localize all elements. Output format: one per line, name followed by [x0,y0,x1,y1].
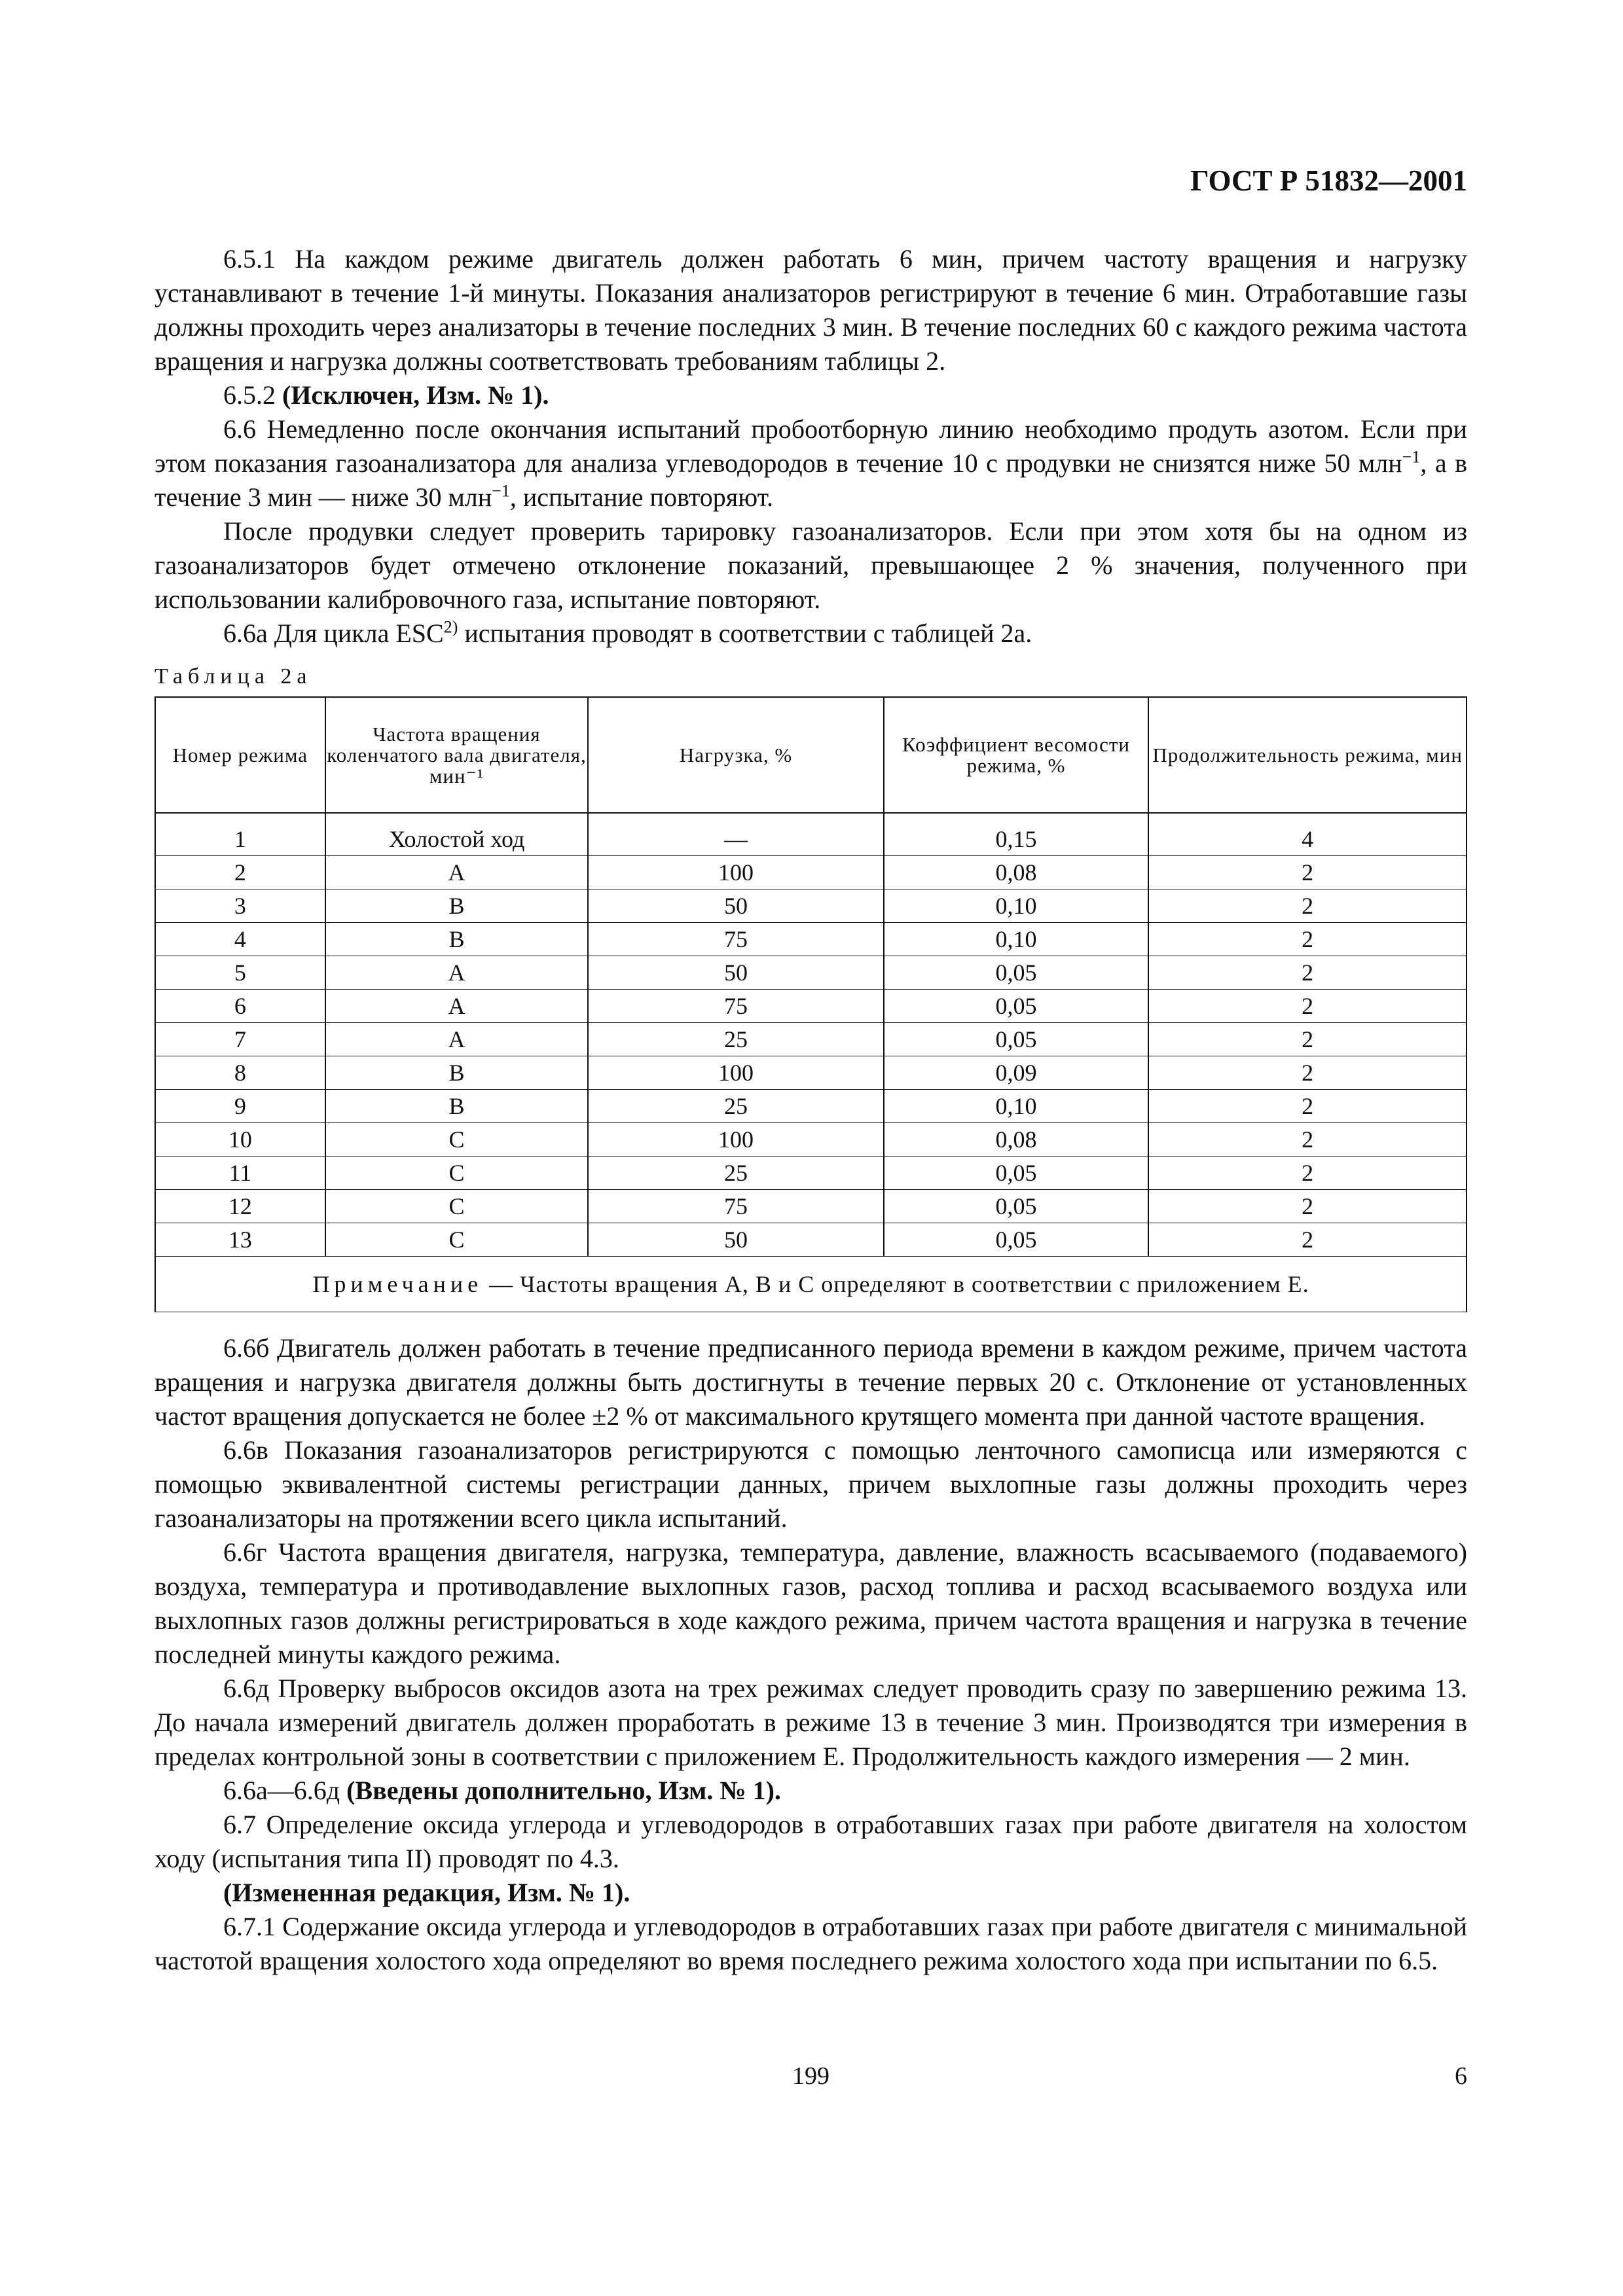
rotation-speed-cell: B [325,1056,589,1090]
duration-cell: 2 [1148,923,1467,956]
weight-factor-cell: 0,10 [884,889,1149,923]
load-cell: 50 [588,956,883,990]
top-paragraph [155,242,1467,378]
mode-number-cell: 13 [155,1223,325,1257]
table-row [155,1056,1467,1090]
top-paragraph [155,412,1467,514]
mode-number-cell: 4 [155,923,325,956]
load-cell: 25 [588,1157,883,1190]
mode-number-cell: 8 [155,1056,325,1090]
bottom-paragraph [155,1774,1467,1808]
bottom-paragraph [155,1808,1467,1876]
rotation-speed-cell: C [325,1223,589,1257]
rotation-speed-cell: A [325,1023,589,1056]
paragraph-text: 6.6а—6.6д [223,1776,347,1805]
header-load: Нагрузка, % [588,697,883,813]
note-text: — Частоты вращения A, B и C определяют в соответствии с приложением Е. [483,1271,1309,1297]
superscript: −1 [1402,447,1421,467]
table-caption: Таблица 2а [155,664,312,689]
weight-factor-cell: 0,05 [884,1023,1149,1056]
load-cell: 25 [588,1023,883,1056]
paragraph-text: испытания проводят в соответствии с таблицей 2а. [458,619,1032,648]
table-note [155,1257,1467,1312]
load-cell: 100 [588,1123,883,1157]
bottom-paragraph [155,1535,1467,1672]
rotation-speed-cell: C [325,1157,589,1190]
load-cell: 75 [588,923,883,956]
weight-factor-cell: 0,08 [884,1123,1149,1157]
table-body [155,813,1467,1257]
weight-factor-cell: 0,05 [884,1157,1149,1190]
table-row [155,1023,1467,1056]
load-cell: 25 [588,1090,883,1123]
table-note-row [155,1257,1467,1312]
load-cell: 100 [588,856,883,889]
mode-number-cell: 11 [155,1157,325,1190]
paragraph-text: , а в течение 3 мин — ниже 30 млн [155,448,1467,512]
bold-text: (Введены дополнительно, Изм. № 1). [346,1776,781,1805]
weight-factor-cell: 0,10 [884,923,1149,956]
duration-cell: 2 [1148,956,1467,990]
page-number-center: 199 [792,2062,830,2090]
bottom-paragraph [155,1672,1467,1774]
document-header: ГОСТ Р 51832—2001 [1190,164,1467,197]
rotation-speed-cell: B [325,923,589,956]
table-row [155,1223,1467,1257]
weight-factor-cell: 0,05 [884,1190,1149,1223]
paragraph-text: 6.6д Проверку выбросов оксидов азота на трех режимах следует проводить сразу по завершению режима 13. До начала измерений двигатель должен проработать в режиме 13 в течение 3 мин. Производятся три измерения в пределах контрольной зоны в соответствии с приложением Е. Продолжительность каждого измерения — 2 мин. [155,1674,1467,1771]
paragraph-text: После продувки следует проверить тарировку газоанализаторов. Если при этом хотя бы на одном из газоанализаторов будет отмечено отклонение показаний, превышающее 2 % значения, полученного при использовании калибровочного газа, испытание повторяют. [155,516,1467,614]
top-paragraph [155,617,1467,651]
table-row [155,990,1467,1023]
table-row [155,889,1467,923]
bottom-paragraph [155,1433,1467,1535]
bottom-text-block [155,1331,1467,1978]
paragraph-text: 6.6а Для цикла ESC [223,619,444,648]
table-row [155,923,1467,956]
mode-number-cell: 5 [155,956,325,990]
weight-factor-cell: 0,10 [884,1090,1149,1123]
load-cell: 50 [588,1223,883,1257]
duration-cell: 2 [1148,1190,1467,1223]
rotation-speed-cell: C [325,1190,589,1223]
mode-number-cell: 9 [155,1090,325,1123]
rotation-speed-cell: A [325,990,589,1023]
load-cell: — [588,813,883,856]
superscript: 2) [443,617,458,637]
mode-number-cell: 1 [155,813,325,856]
paragraph-text: 6.6г Частота вращения двигателя, нагрузка, температура, давление, влажность всасываемого (подаваемого) воздуха, температура и противодавление выхлопных газов, расход топлива и расход всасываемого воздуха или выхлопных газов должны регистрироваться в ходе каждого режима, причем частота вращения и нагрузка в течение последней минуты каждого режима. [155,1537,1467,1669]
bottom-paragraph [155,1331,1467,1433]
duration-cell: 2 [1148,990,1467,1023]
rotation-speed-cell: A [325,956,589,990]
mode-number-cell: 3 [155,889,325,923]
note-label: Примечание [312,1271,483,1297]
mode-number-cell: 7 [155,1023,325,1056]
duration-cell: 2 [1148,1090,1467,1123]
page-number-right: 6 [1455,2062,1467,2090]
duration-cell: 4 [1148,813,1467,856]
duration-cell: 2 [1148,1223,1467,1257]
top-text-block [155,242,1467,651]
duration-cell: 2 [1148,856,1467,889]
table-row [155,1190,1467,1223]
rotation-speed-cell: C [325,1123,589,1157]
table-row [155,956,1467,990]
bottom-paragraph [155,1876,1467,1910]
bold-text: (Измененная редакция, Изм. № 1). [223,1878,630,1907]
weight-factor-cell: 0,05 [884,956,1149,990]
load-cell: 50 [588,889,883,923]
header-weight-factor: Коэффициент весомости режима, % [884,697,1149,813]
table-row [155,856,1467,889]
paragraph-text: , испытание повторяют. [509,482,774,512]
load-cell: 75 [588,1190,883,1223]
mode-number-cell: 6 [155,990,325,1023]
rotation-speed-cell: B [325,889,589,923]
duration-cell: 2 [1148,1056,1467,1090]
table-header-row [155,697,1467,813]
top-paragraph [155,378,1467,412]
table-row [155,1123,1467,1157]
table-row [155,1090,1467,1123]
header-mode-number: Номер режима [155,697,325,813]
paragraph-text: 6.6в Показания газоанализаторов регистрируются с помощью ленточного самописца или измеряются с помощью эквивалентной системы регистрации данных, причем выхлопные газы должны проходить через газоанализаторы на протяжении всего цикла испытаний. [155,1435,1467,1533]
paragraph-text: 6.6б Двигатель должен работать в течение предписанного периода времени в каждом режиме, причем частота вращения и нагрузка двигателя должны быть достигнуты в течение первых 20 с. Отклонение от установленных частот вращения допускается не более ±2 % от максимального крутящего момента при данной частоте вращения. [155,1333,1467,1431]
mode-number-cell: 2 [155,856,325,889]
bottom-paragraph [155,1910,1467,1978]
mode-number-cell: 10 [155,1123,325,1157]
weight-factor-cell: 0,05 [884,990,1149,1023]
weight-factor-cell: 0,15 [884,813,1149,856]
superscript: −1 [492,481,510,501]
esc-cycle-table [155,696,1467,1312]
table-row [155,813,1467,856]
header-rotation-speed: Частота вращения коленчатого вала двигателя, мин⁻¹ [325,697,589,813]
duration-cell: 2 [1148,1023,1467,1056]
rotation-speed-cell: Холостой ход [325,813,589,856]
mode-number-cell: 12 [155,1190,325,1223]
top-paragraph [155,514,1467,617]
duration-cell: 2 [1148,1123,1467,1157]
load-cell: 100 [588,1056,883,1090]
paragraph-text: 6.5.1 На каждом режиме двигатель должен работать 6 мин, причем частоту вращения и нагрузку устанавливают в течение 1-й минуты. Показания анализаторов регистрируют в течение 6 мин. Отработавшие газы должны проходить через анализаторы в течение последних 3 мин. В течение последних 60 с каждого режима частота вращения и нагрузка должны соответствовать требованиям таблицы 2. [155,244,1467,376]
weight-factor-cell: 0,08 [884,856,1149,889]
table-row [155,1157,1467,1190]
paragraph-text: 6.6 Немедленно после окончания испытаний пробоотборную линию необходимо продуть азотом. Если при этом показания газоанализатора для анализа углеводородов в течение 10 с продувки не снизятся ниже 50 млн [155,414,1467,478]
bold-text: (Исключен, Изм. № 1). [282,380,549,410]
header-duration: Продолжительность режима, мин [1148,697,1467,813]
weight-factor-cell: 0,09 [884,1056,1149,1090]
rotation-speed-cell: A [325,856,589,889]
paragraph-text: 6.5.2 [223,380,282,410]
rotation-speed-cell: B [325,1090,589,1123]
load-cell: 75 [588,990,883,1023]
duration-cell: 2 [1148,1157,1467,1190]
duration-cell: 2 [1148,889,1467,923]
paragraph-text: 6.7 Определение оксида углерода и углеводородов в отработавших газах при работе двигателя на холостом ходу (испытания типа II) проводят по 4.3. [155,1810,1467,1873]
weight-factor-cell: 0,05 [884,1223,1149,1257]
paragraph-text: 6.7.1 Содержание оксида углерода и углеводородов в отработавших газах при работе двигателя с минимальной частотой вращения холостого хода определяют во время последнего режима холостого хода при испытании по 6.5. [155,1912,1467,1975]
